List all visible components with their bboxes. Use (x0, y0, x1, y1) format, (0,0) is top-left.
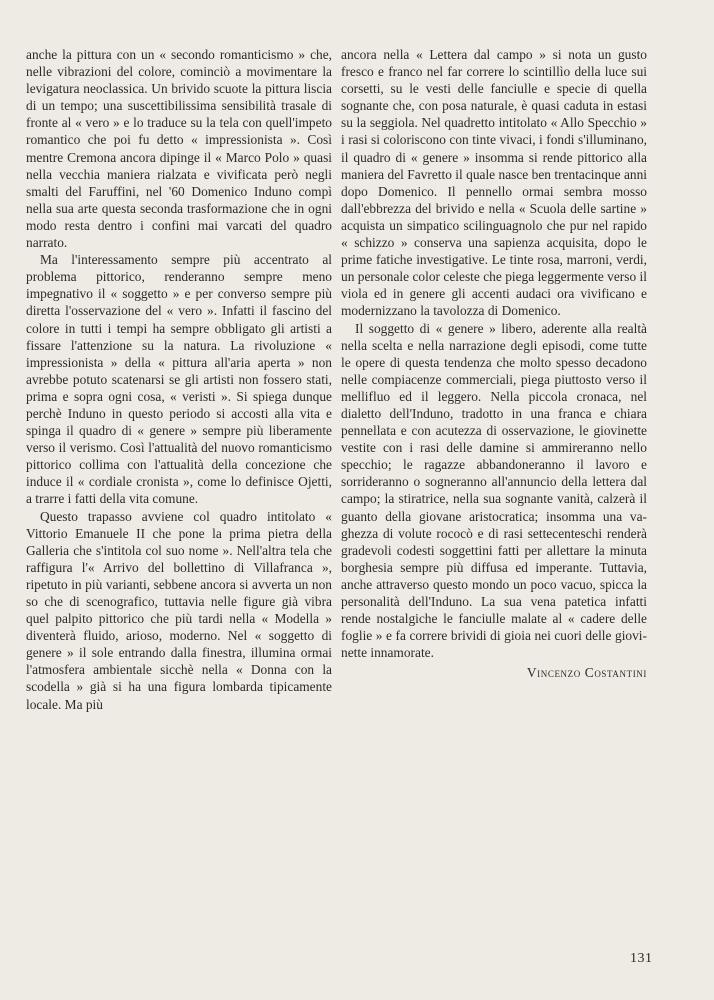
right-column (341, 46, 647, 681)
author-signature: Vincenzo Costantini (526, 665, 647, 681)
page-number: 131 (630, 951, 653, 966)
paragraph: anche la pittura con un « secondo romanticismo » che, nelle vibrazioni del colore, cominciò a movimentare la levigatura neoclassica. Un brivido scuote la pittura liscia di un tempo; una suscettibilissima sensibilità trasale di fronte al « vero » e lo traduce su la tela con quell'impeto romantico che poi fu detto « impressionista ». Così mentre Cremona ancora dipinge il « Marco Polo » quasi nella vecchia maniera rialzata e vivificata però negli smalti del Faruffini, nel '60 Domenico Induno compì nella sua arte questa seconda trasformazione che in ogni modo resta dentro i confini mai varcati del quadro narrato. (26, 47, 332, 251)
paragraph: ancora nella « Lettera dal campo » si nota un gusto fresco e franco nel far correre lo scintillìo della luce sui corsetti, su le vesti delle fanciulle e specie di quella sognante che, con posa naturale, è quasi caduta in estasi su la seggiola. Nel quadretto intitolato « Allo Specchio » i rasi si coloriscono con tinte vivaci, i fondi s'illuminano, il quadro di « genere » insomma si rende pittorico alla maniera del Favretto il quale nasce ben trentacinque anni dopo Domenico. Il pennello ormai sembra mosso dall'ebbrezza del brivido e nella « Scuola delle sartine » acquista un simpatico scilinguagnolo che pur nel rapido « schizzo » conserva una sapienza acquisita, dopo le prime fatiche investigative. Le tinte rosa, marroni, verdi, un personale color celeste che piega leggermente verso il viola ed in genere gli accenti audaci ora vivificano e modernizzano la tavolozza di Domenico. (341, 47, 647, 319)
left-column (26, 46, 332, 713)
paragraph: Ma l'interessamento sempre più accentrato al problema pittorico, renderanno sempre meno impegnativo il « soggetto » e per converso sempre più diretta l'osservazione del « vero ». Infatti il fascino del colore in tutti i tempi ha sempre obbligato gli artisti a fissare l'attenzione su la natura. La rivoluzione « impressionista » della « pittura all'aria aperta » non avrebbe potuto scatenarsi se gli artisti non fossero stati, prima e sopra ogni cosa, « veristi ». Si spiega dunque perchè Induno in questo periodo si accosti alla vita e spinga il quadro di « genere » sempre più liberamente verso il verismo. Così l'attualità del nuovo romanticismo pittorico collima con l'attualità della concezione che induce il « cordiale cronista », come lo definisce Ojetti, a trarre i fatti della vita comune. (26, 252, 332, 507)
paragraph: Questo trapasso avviene col quadro intitolato « Vittorio Emanuele II che pone la prima pietra della Galleria che s'intitola col suo nome ». Nell'altra tela che raffigura l'« Arrivo del bollettino di Villafranca », ripetuto in più varianti, sebbene ancora si avverta un non so che di scenografico, tuttavia nelle figure già vibra quel palpito pittorico che più tardi nella « Modella » diventerà fluido, arioso, moderno. Nel « soggetto di genere » il sole entrando dalla finestra, illumina ormai l'atmosfera ambientale sicchè nella « Donna con la scodella » già si ha una figura lombarda tipicamente locale. Ma più (26, 508, 332, 712)
paragraph: Il soggetto di « genere » libero, aderente alla realtà nella scelta e nella narrazione degli episodi, come tutte le opere di questa tendenza che molto spesso decadono nelle compiacenze commerciali, piega piuttosto verso il mellifluo ed il leggero. Nella piccola cronaca, nel dialetto dell'Induno, tradotto in una franca e chiara pennellata e con acutezza di osservazione, le giovinette vestite con i rasi delle damine si ammireranno nello specchio; le ragazze abbandoneranno il lavoro e sorrideranno o sogneranno all'annuncio della lettera dal campo; la stiratrice, nella sua sognante vanità, calzerà il guanto della giovane aristocratica; insomma una vaghezza di volute rococò e di rasi settecenteschi renderà gradevoli codesti soggettini fatti per allettare la minuta borghesia sempre più diffusa ed imperante. Tuttavia, anche attraverso questo mondo un poco vacuo, spicca la personalità dell'Induno. La sua vena patetica infatti rende nostalgiche le fanciulle malate al « cadere delle foglie » e fa correre brividi di gioia nei cuori delle giovinette innamorate. (341, 320, 647, 661)
